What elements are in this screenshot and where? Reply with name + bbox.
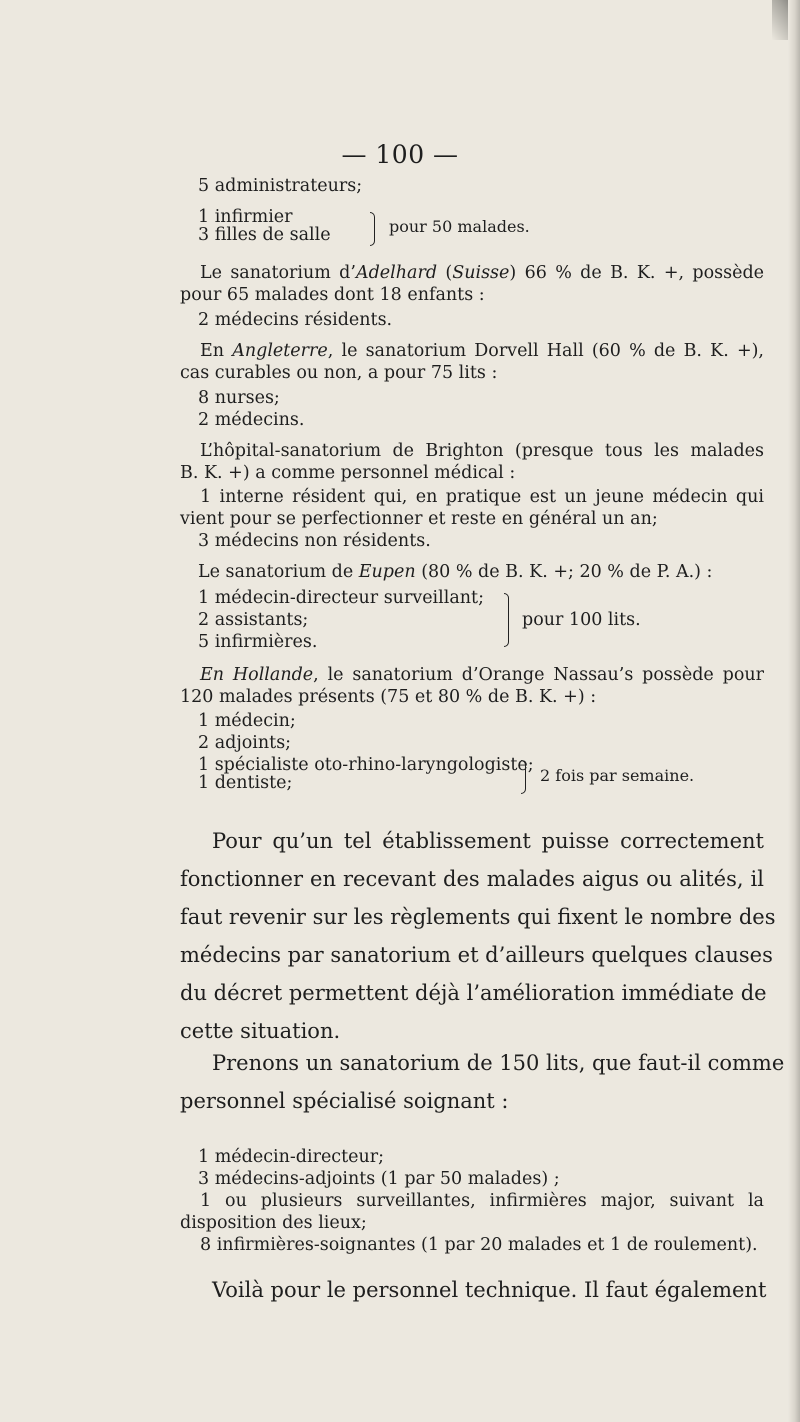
page-number: — 100 — xyxy=(341,140,459,169)
text-line: pour 65 malades dont 18 enfants : xyxy=(180,285,485,305)
text-line: B. K. +) a comme personnel médical : xyxy=(180,463,516,483)
text-line: cas curables ou non, a pour 75 lits : xyxy=(180,363,498,383)
staff-line: 8 nurses; xyxy=(198,388,280,408)
text-line: L’hôpital-sanatorium de Brighton (presque tous les malades xyxy=(200,441,764,461)
staff-line: 1 médecin-directeur; xyxy=(198,1147,385,1167)
staff-line: 1 infirmier xyxy=(198,207,293,227)
eupen-heading: Le sanatorium de Eupen (80 % de B. K. +; 20 % de P. A.) : xyxy=(198,562,713,582)
brighton-staff xyxy=(180,486,764,530)
second-paragraph xyxy=(180,1044,785,1120)
staff-line: 3 filles de salle xyxy=(198,225,331,245)
staff-line: 1 médecin-directeur surveillant; xyxy=(198,588,484,608)
staff-line: 3 médecins-adjoints (1 par 50 malades) ; xyxy=(198,1169,560,1189)
brace xyxy=(521,760,526,794)
text-line: vient pour se perfectionner et reste en général un an; xyxy=(180,509,658,529)
text-line: du décret permettent déjà l’amélioration immédiate de xyxy=(180,981,767,1005)
text-line: Le sanatorium d’Adelhard (Suisse) 66 % de B. K. +, possède xyxy=(200,263,765,283)
adelhard-paragraph xyxy=(180,262,764,306)
staff-line: 2 adjoints; xyxy=(198,733,292,753)
orange-paragraph xyxy=(180,664,764,708)
main-paragraph xyxy=(180,822,776,1050)
text-line: En Angleterre, le sanatorium Dorvell Hall (60 % de B. K. +), xyxy=(200,341,764,361)
proposed-staff-paragraph xyxy=(180,1190,764,1234)
text-line: Prenons un sanatorium de 150 lits, que faut-il comme xyxy=(212,1051,785,1075)
staff-line: 2 médecins résidents. xyxy=(198,310,393,330)
text-line: En Hollande, le sanatorium d’Orange Nassau’s possède pour xyxy=(200,665,764,685)
text-line: 1 ou plusieurs surveillantes, infirmières major, suivant la xyxy=(200,1191,764,1211)
final-paragraph xyxy=(180,1271,767,1309)
text-line: Voilà pour le personnel technique. Il faut également xyxy=(212,1278,767,1302)
text-line: Pour qu’un tel établissement puisse correctement xyxy=(212,829,764,853)
staff-line: 1 dentiste; xyxy=(198,773,293,793)
text-line: cette situation. xyxy=(180,1019,341,1043)
text-line: disposition des lieux; xyxy=(180,1213,367,1233)
dorvell-paragraph xyxy=(180,340,764,384)
brighton-paragraph xyxy=(180,440,764,484)
text-line: 1 interne résident qui, en pratique est un jeune médecin qui xyxy=(200,487,764,507)
staff-line: 5 infirmières. xyxy=(198,632,318,652)
brace-note: 2 fois par semaine. xyxy=(540,766,695,785)
staff-line: 1 spécialiste oto-rhino-laryngologiste; xyxy=(198,755,534,775)
staff-line: 2 médecins. xyxy=(198,410,305,430)
text-line: médecins par sanatorium et d’ailleurs quelques clauses xyxy=(180,943,773,967)
staff-line: 3 médecins non résidents. xyxy=(198,531,431,551)
text-line: 120 malades présents (75 et 80 % de B. K. +) : xyxy=(180,687,597,707)
staff-line: 5 administrateurs; xyxy=(198,176,363,196)
text-line: 8 infirmières-soignantes (1 par 20 malades et 1 de roulement). xyxy=(200,1235,758,1255)
text-line: faut revenir sur les règlements qui fixent le nombre des xyxy=(180,905,776,929)
text-line: fonctionner en recevant des malades aigus ou alités, il xyxy=(180,867,764,891)
proposed-staff-last xyxy=(180,1234,764,1256)
page-edge-shadow xyxy=(788,0,800,1422)
brace-note: pour 100 lits. xyxy=(522,610,641,630)
brace-note: pour 50 malades. xyxy=(389,217,530,236)
staff-line: 2 assistants; xyxy=(198,610,309,630)
brace xyxy=(504,593,509,647)
brace xyxy=(370,212,375,246)
text-line: personnel spécialisé soignant : xyxy=(180,1089,509,1113)
staff-line: 1 médecin; xyxy=(198,711,296,731)
